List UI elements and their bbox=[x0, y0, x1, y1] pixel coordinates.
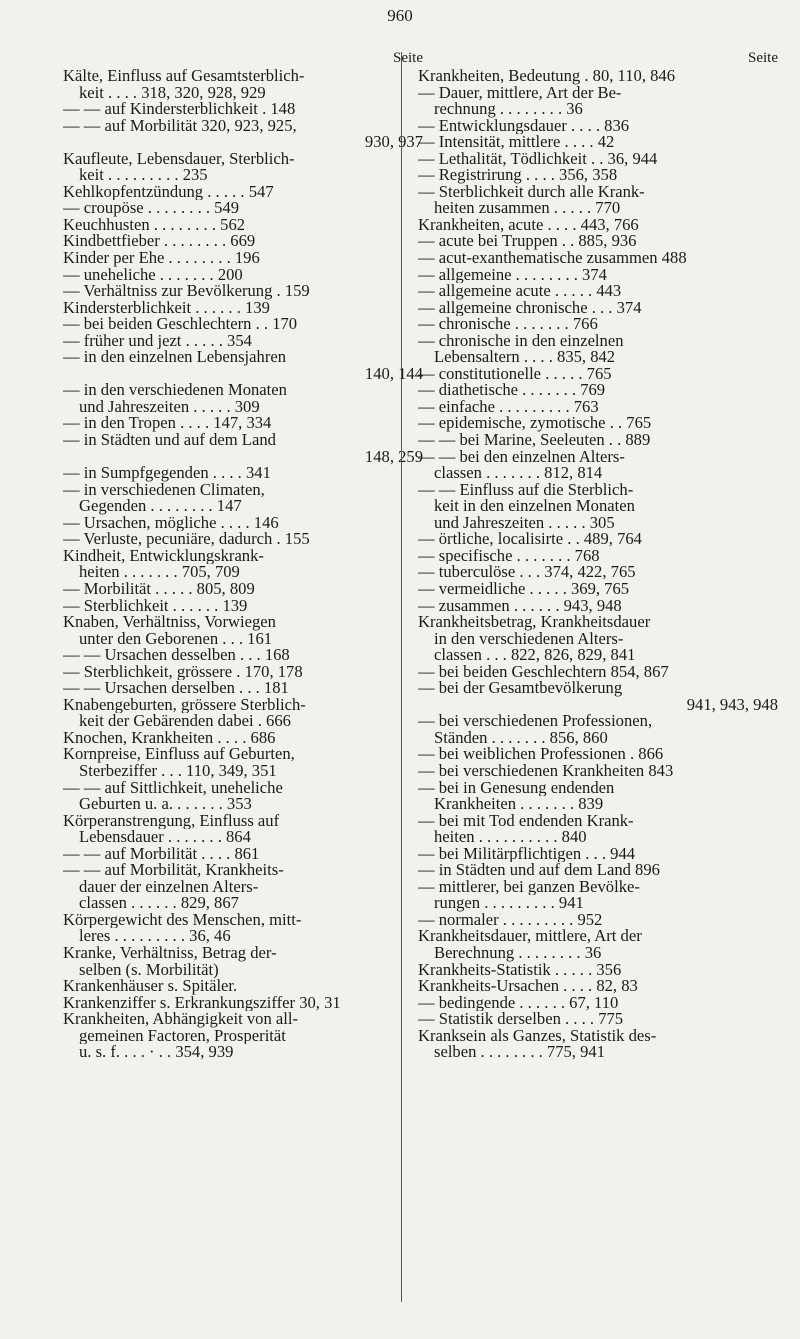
index-entry-line: — Sterblichkeit, grössere . 170, 178 bbox=[63, 663, 303, 681]
index-entry-line: classen . . . 822, 826, 829, 841 bbox=[434, 647, 636, 664]
index-entry-line: Berechnung . . . . . . . . 36 bbox=[434, 944, 602, 962]
index-entry-line: — bei mit Tod endenden Krank- bbox=[418, 812, 634, 830]
index-entry-line: unter den Geborenen . . . 161 bbox=[79, 630, 273, 648]
index-entry-line: Kranke, Verhältniss, Betrag der- bbox=[63, 944, 277, 962]
index-entry-line: — chronische . . . . . . . 766 bbox=[418, 316, 598, 333]
index-entry-line: — in verschiedenen Climaten, bbox=[63, 481, 265, 499]
index-entry-line: classen . . . . . . 829, 867 bbox=[79, 895, 239, 912]
index-entry-line: — allgemeine . . . . . . . . 374 bbox=[418, 266, 607, 284]
page-number: 960 bbox=[387, 6, 413, 25]
index-entry-line: — tuberculöse . . . 374, 422, 765 bbox=[418, 564, 636, 581]
index-entry-line: und Jahreszeiten . . . . . 309 bbox=[79, 398, 260, 416]
index-entry-line: — in Sumpfgegenden . . . . 341 bbox=[63, 465, 271, 482]
index-column-left bbox=[63, 48, 423, 1061]
index-entry-line: Kindersterblichkeit . . . . . . 139 bbox=[63, 299, 270, 317]
index-entry-line: — — bei den einzelnen Alters- bbox=[418, 448, 625, 466]
index-entries-left bbox=[63, 68, 423, 1061]
column-divider bbox=[401, 52, 402, 1302]
index-entry-line: rechnung . . . . . . . . 36 bbox=[434, 101, 583, 118]
index-entry-line: Krankheitsdauer, mittlere, Art der bbox=[418, 928, 642, 945]
index-entry-line: — — auf Kindersterblichkeit . 148 bbox=[63, 101, 296, 118]
index-entry-line: Körpergewicht des Menschen, mitt- bbox=[63, 911, 302, 929]
index-entry-line: — acute bei Truppen . . 885, 936 bbox=[418, 233, 637, 251]
column-header-seite: Seite bbox=[748, 50, 778, 66]
index-entry-line: — bei verschiedenen Krankheiten 843 bbox=[418, 762, 674, 780]
index-entry-line: 930, 937 bbox=[364, 134, 423, 151]
index-entry-line: — örtliche, localisirte . . 489, 764 bbox=[418, 531, 642, 548]
index-entry-line: keit der Gebärenden dabei . 666 bbox=[79, 713, 291, 730]
index-entry-line: Krankheiten, acute . . . . 443, 766 bbox=[418, 216, 639, 234]
index-entry-line: Gegenden . . . . . . . . 147 bbox=[79, 498, 242, 515]
index-entry-line: — — auf Morbilität, Krankheits- bbox=[63, 862, 284, 879]
index-entry-line: Krankheiten, Bedeutung . 80, 110, 846 bbox=[418, 68, 676, 85]
index-entry-line: 941, 943, 948 bbox=[686, 696, 778, 714]
index-entry-line: Kehlkopfentzündung . . . . . 547 bbox=[63, 183, 274, 201]
index-entry-line: — Registrirung . . . . 356, 358 bbox=[418, 167, 618, 184]
index-column-right bbox=[418, 48, 778, 1061]
index-entry-line: — Lethalität, Tödlichkeit . . 36, 944 bbox=[418, 150, 658, 168]
index-entry-line: selben . . . . . . . . 775, 941 bbox=[434, 1044, 605, 1061]
index-entry-line: — constitutionelle . . . . . 765 bbox=[418, 365, 612, 383]
index-entry-line: Krankheits-Ursachen . . . . 82, 83 bbox=[418, 978, 638, 995]
index-entry-line: Knaben, Verhältniss, Vorwiegen bbox=[63, 614, 276, 631]
index-entry-line: — Intensität, mittlere . . . . 42 bbox=[418, 134, 615, 151]
index-entry-line: Lebensaltern . . . . 835, 842 bbox=[434, 349, 616, 366]
index-entry-line: — bei beiden Geschlechtern . . 170 bbox=[63, 316, 298, 333]
index-entry-line: und Jahreszeiten . . . . . 305 bbox=[434, 514, 615, 532]
index-entry-line: rungen . . . . . . . . . 941 bbox=[434, 895, 584, 912]
index-entry-line: Krankenziffer s. Erkrankungsziffer 30, 31 bbox=[63, 994, 341, 1012]
index-entry-line: Sterbeziffer . . . 110, 349, 351 bbox=[79, 762, 277, 780]
index-entry-line: — in den verschiedenen Monaten bbox=[63, 382, 287, 399]
index-entry-line: — diathetische . . . . . . . 769 bbox=[418, 382, 606, 399]
index-entry-line: Kornpreise, Einfluss auf Geburten, bbox=[63, 746, 295, 763]
index-entry-line: Kranksein als Ganzes, Statistik des- bbox=[418, 1027, 657, 1045]
index-entry-line: — Ursachen, mögliche . . . . 146 bbox=[63, 514, 279, 532]
index-entry-line: Krankheitsbetrag, Krankheitsdauer bbox=[418, 614, 651, 631]
index-entry-line: Krankheiten . . . . . . . 839 bbox=[434, 796, 604, 813]
index-entry-line: Kaufleute, Lebensdauer, Sterblich- bbox=[63, 150, 295, 168]
index-entry-line: — Sterblichkeit durch alle Krank- bbox=[418, 183, 645, 201]
index-entry-line: heiten . . . . . . . 705, 709 bbox=[79, 564, 240, 581]
index-entry-line: — — auf Morbilität 320, 923, 925, bbox=[63, 117, 297, 135]
index-entry-line: Ständen . . . . . . . 856, 860 bbox=[434, 729, 608, 747]
index-entry-line: selben (s. Morbilität) bbox=[79, 961, 219, 979]
index-entry-line: — in Städten und auf dem Land 896 bbox=[418, 862, 660, 879]
index-entry-line: leres . . . . . . . . . 36, 46 bbox=[79, 928, 231, 945]
index-entry-line: — epidemische, zymotische . . 765 bbox=[418, 415, 652, 433]
index-entry-line: keit . . . . 318, 320, 928, 929 bbox=[79, 84, 266, 102]
index-entry-line: — früher und jezt . . . . . 354 bbox=[63, 332, 252, 350]
index-entry-line: Krankheiten, Abhängigkeit von all- bbox=[63, 1011, 299, 1028]
index-entry-line: Kindheit, Entwicklungskrank- bbox=[63, 547, 264, 565]
index-entry-line: — bedingende . . . . . . 67, 110 bbox=[418, 994, 619, 1012]
index-entry-line: — Verhältniss zur Bevölkerung . 159 bbox=[63, 283, 310, 300]
index-entry-line: — — bei Marine, Seeleuten . . 889 bbox=[418, 432, 651, 449]
index-entry-line: Kinder per Ehe . . . . . . . . 196 bbox=[63, 250, 260, 267]
index-entry-line: — allgemeine chronische . . . 374 bbox=[418, 299, 642, 317]
index-entry-line: — uneheliche . . . . . . . 200 bbox=[63, 266, 243, 284]
index-entry-line: — bei Militärpflichtigen . . . 944 bbox=[418, 845, 636, 863]
index-entry-line: — croupöse . . . . . . . . 549 bbox=[63, 200, 240, 217]
index-entry-line: — — auf Sittlichkeit, uneheliche bbox=[63, 779, 283, 797]
index-entry-line: — mittlerer, bei ganzen Bevölke- bbox=[418, 878, 640, 896]
index-entry-line: — bei in Genesung endenden bbox=[418, 779, 615, 797]
column-header-seite: Seite bbox=[393, 50, 423, 66]
index-entry-line: keit . . . . . . . . . 235 bbox=[79, 167, 208, 184]
index-entry-line: 140, 144 bbox=[364, 365, 423, 383]
index-entry-line: — chronische in den einzelnen bbox=[418, 332, 624, 350]
index-entry-line: — — Ursachen desselben . . . 168 bbox=[63, 647, 290, 664]
index-entry-line: Krankenhäuser s. Spitäler. bbox=[63, 978, 238, 995]
index-entries-right bbox=[418, 68, 778, 1061]
index-entry-line: — bei verschiedenen Professionen, bbox=[418, 713, 653, 730]
index-entry-line: — in den Tropen . . . . 147, 334 bbox=[63, 415, 272, 433]
index-entry-line: Kälte, Einfluss auf Gesamtsterblich- bbox=[63, 68, 305, 85]
index-entry-line: — — auf Morbilität . . . . 861 bbox=[63, 845, 260, 863]
index-entry-line: — bei beiden Geschlechtern 854, 867 bbox=[418, 663, 669, 681]
index-entry-line: — bei der Gesamtbevölkerung bbox=[418, 680, 623, 697]
index-entry-line: heiten . . . . . . . . . . 840 bbox=[434, 829, 587, 846]
index-entry-line: Kindbettfieber . . . . . . . . 669 bbox=[63, 233, 256, 251]
index-entry-line: — einfache . . . . . . . . . 763 bbox=[418, 398, 599, 416]
index-entry-line: Krankheits-Statistik . . . . . 356 bbox=[418, 961, 622, 979]
index-entry-line: u. s. f. . . . · . . 354, 939 bbox=[79, 1044, 234, 1061]
index-entry-line: — vermeidliche . . . . . 369, 765 bbox=[418, 580, 630, 598]
index-entry-line: heiten zusammen . . . . . 770 bbox=[434, 200, 621, 217]
index-entry-line: — acut-exanthematische zusammen 488 bbox=[418, 250, 687, 267]
index-entry-line: — in Städten und auf dem Land bbox=[63, 432, 276, 449]
index-entry-line: — bei weiblichen Professionen . 866 bbox=[418, 746, 664, 763]
index-entry-line: — Dauer, mittlere, Art der Be- bbox=[418, 84, 622, 102]
index-entry-line: keit in den einzelnen Monaten bbox=[434, 498, 635, 515]
index-entry-line: — Verluste, pecuniäre, dadurch . 155 bbox=[63, 531, 310, 548]
index-entry-line: — — Ursachen derselben . . . 181 bbox=[63, 680, 289, 697]
index-entry-line: — in den einzelnen Lebensjahren bbox=[63, 349, 287, 366]
index-entry-line: classen . . . . . . . 812, 814 bbox=[434, 465, 603, 482]
index-entry-line: — Sterblichkeit . . . . . . 139 bbox=[63, 597, 248, 615]
index-entry-line: Knochen, Krankheiten . . . . 686 bbox=[63, 729, 276, 747]
index-entry-line: Körperanstrengung, Einfluss auf bbox=[63, 812, 280, 830]
index-entry-line: Keuchhusten . . . . . . . . 562 bbox=[63, 216, 246, 234]
index-entry-line: — specifische . . . . . . . 768 bbox=[418, 547, 600, 565]
index-entry-line: — Morbilität . . . . . 805, 809 bbox=[63, 580, 255, 598]
index-entry-line: Geburten u. a. . . . . . . 353 bbox=[79, 796, 252, 813]
index-entry-line: dauer der einzelnen Alters- bbox=[79, 878, 259, 896]
index-entry-line: 148, 259 bbox=[364, 448, 423, 466]
index-entry-line: — normaler . . . . . . . . . 952 bbox=[418, 911, 603, 929]
index-entry-line: Knabengeburten, grössere Sterblich- bbox=[63, 696, 306, 714]
index-entry-line: — Entwicklungsdauer . . . . 836 bbox=[418, 117, 630, 135]
index-entry-line: — allgemeine acute . . . . . 443 bbox=[418, 283, 622, 300]
index-entry-line: — Statistik derselben . . . . 775 bbox=[418, 1011, 624, 1028]
index-entry-line: Lebensdauer . . . . . . . 864 bbox=[79, 829, 251, 846]
index-entry-line: — — Einfluss auf die Sterblich- bbox=[418, 481, 634, 499]
index-entry-line: in den verschiedenen Alters- bbox=[434, 630, 624, 648]
index-entry-line: gemeinen Factoren, Prosperität bbox=[79, 1027, 286, 1045]
index-entry-line: — zusammen . . . . . . 943, 948 bbox=[418, 597, 622, 615]
